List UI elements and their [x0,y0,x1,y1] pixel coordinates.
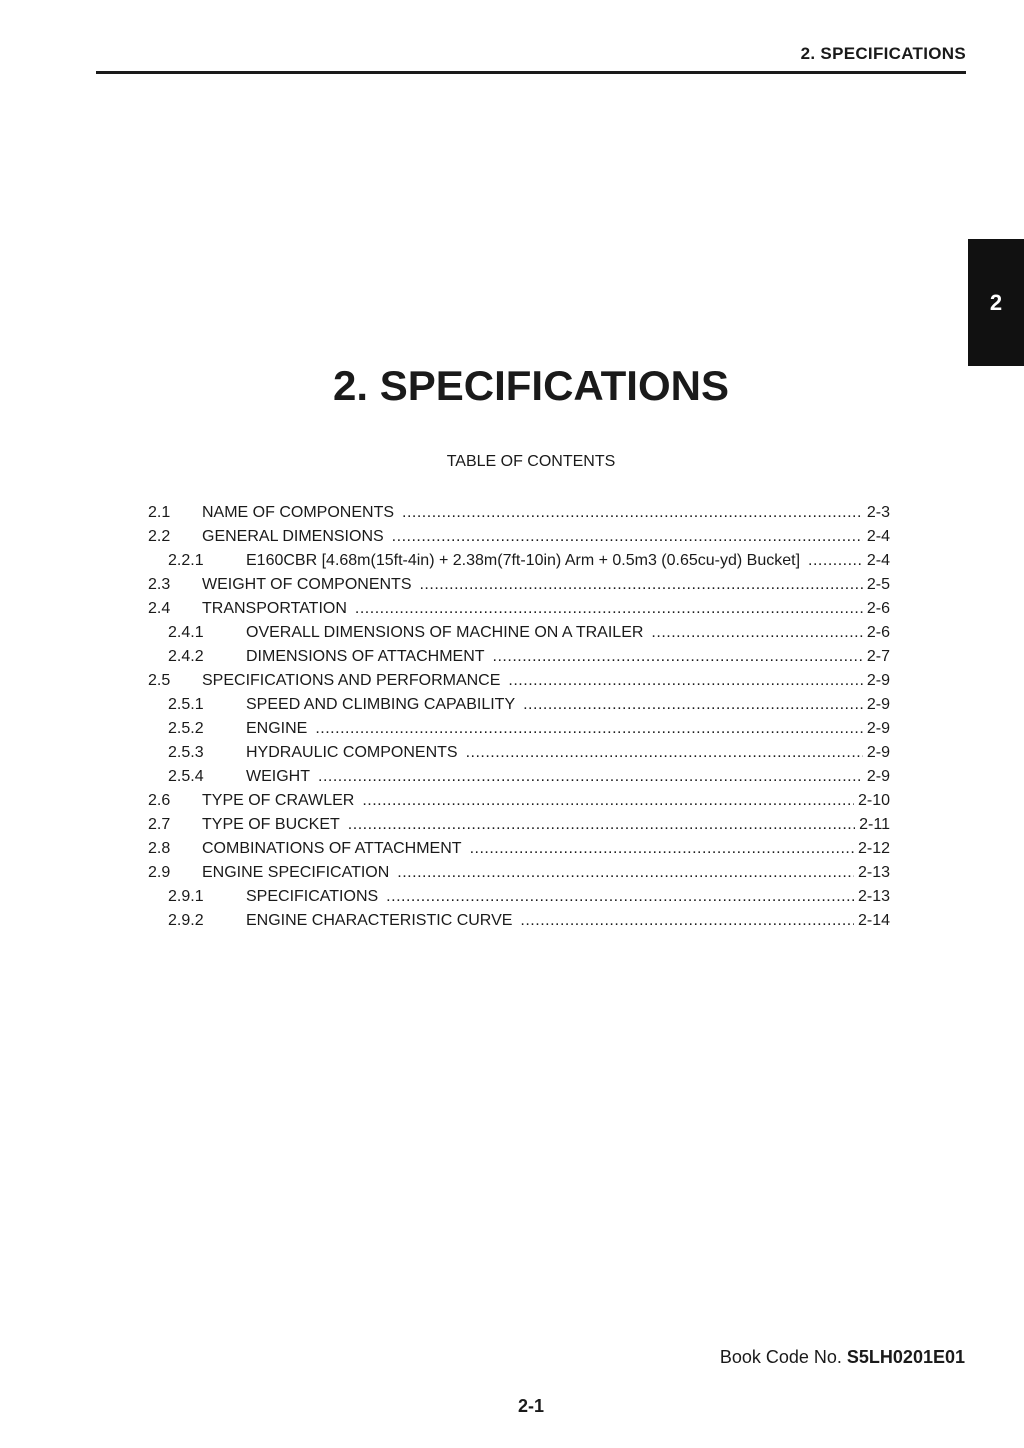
toc-entry-page: 2-14 [857,912,890,929]
toc-entry-title: SPEED AND CLIMBING CAPABILITY [246,696,516,713]
toc-entry[interactable] [148,648,890,672]
toc-entry-number: 2.4.2 [168,648,204,665]
table-of-contents [148,504,890,936]
toc-entry-title: SPECIFICATIONS [246,888,379,905]
toc-entry[interactable] [148,600,890,624]
toc-entry-number: 2.2 [148,528,171,545]
toc-entry-page: 2-13 [857,888,890,905]
toc-entry-title: TYPE OF BUCKET [202,816,340,833]
toc-entry[interactable] [148,840,890,864]
toc-entry-page: 2-10 [857,792,890,809]
toc-dot-leader [402,504,863,522]
toc-entry-title: NAME OF COMPONENTS [202,504,395,521]
toc-entry-title: E160CBR [4.68m(15ft-4in) + 2.38m(7ft-10in) Arm + 0.5m3 (0.65cu-yd) Bucket] [246,552,801,569]
chapter-title: 2. SPECIFICATIONS [333,362,729,409]
toc-entry-number: 2.6 [148,792,171,809]
toc-dot-leader [362,792,854,810]
toc-entry-title: DIMENSIONS OF ATTACHMENT [246,648,485,665]
toc-dot-leader [651,624,862,642]
toc-entry-number: 2.4.1 [168,624,204,641]
toc-entry-page: 2-11 [859,816,890,833]
toc-entry-number: 2.9.2 [168,912,204,929]
toc-dot-leader [523,696,863,714]
toc-dot-leader [508,672,862,690]
toc-entry-page: 2-12 [857,840,890,857]
toc-entry-number: 2.9.1 [168,888,204,905]
toc-entry[interactable] [148,888,890,912]
toc-entry[interactable] [148,576,890,600]
toc-dot-leader [315,720,863,738]
toc-entry[interactable] [148,768,890,792]
toc-entry-page: 2-6 [866,624,890,641]
toc-entry-title: COMBINATIONS OF ATTACHMENT [202,840,462,857]
toc-entry-page: 2-6 [866,600,890,617]
toc-entry[interactable] [148,744,890,768]
toc-entry-title: WEIGHT [246,768,310,785]
toc-heading: TABLE OF CONTENTS [446,453,616,470]
toc-dot-leader [397,864,854,882]
toc-entry-page: 2-7 [866,648,890,665]
toc-entry[interactable] [148,672,890,696]
toc-entry[interactable] [148,720,890,744]
toc-dot-leader [466,744,863,762]
toc-dot-leader [355,600,863,618]
toc-dot-leader [808,552,863,570]
toc-entry-number: 2.2.1 [168,552,204,569]
toc-entry[interactable] [148,528,890,552]
toc-dot-leader [318,768,863,786]
toc-entry-number: 2.5.3 [168,744,204,761]
toc-entry-number: 2.7 [148,816,171,833]
toc-dot-leader [419,576,862,594]
toc-entry-page: 2-4 [866,552,890,569]
toc-entry-number: 2.3 [148,576,171,593]
toc-entry-title: WEIGHT OF COMPONENTS [202,576,412,593]
toc-entry-number: 2.5.4 [168,768,204,785]
toc-dot-leader [348,816,855,834]
toc-entry[interactable] [148,504,890,528]
header-rule [96,71,966,74]
toc-entry-title: TYPE OF CRAWLER [202,792,355,809]
toc-entry-number: 2.4 [148,600,171,617]
toc-dot-leader [520,912,854,930]
toc-entry[interactable] [148,912,890,936]
toc-entry-page: 2-9 [866,720,890,737]
toc-entry-title: HYDRAULIC COMPONENTS [246,744,458,761]
toc-dot-leader [386,888,854,906]
page-number: 2-1 [517,1396,544,1416]
toc-dot-leader [493,648,863,666]
toc-entry-page: 2-9 [866,672,890,689]
toc-entry-number: 2.1 [148,504,171,521]
toc-entry-title: GENERAL DIMENSIONS [202,528,384,545]
toc-entry-page: 2-13 [857,864,890,881]
toc-dot-leader [470,840,854,858]
toc-entry-number: 2.5.2 [168,720,204,737]
toc-entry-title: ENGINE CHARACTERISTIC CURVE [246,912,513,929]
toc-entry-title: OVERALL DIMENSIONS OF MACHINE ON A TRAILER [246,624,644,641]
toc-entry[interactable] [148,624,890,648]
toc-entry-number: 2.5 [148,672,171,689]
toc-entry-number: 2.5.1 [168,696,204,713]
running-header: 2. SPECIFICATIONS [800,44,966,63]
toc-entry[interactable] [148,816,890,840]
toc-entry-title: ENGINE [246,720,308,737]
chapter-tab [968,239,1024,366]
toc-entry-page: 2-9 [866,696,890,713]
toc-entry[interactable] [148,552,890,576]
toc-entry-title: ENGINE SPECIFICATION [202,864,390,881]
toc-entry-page: 2-9 [866,768,890,785]
toc-entry-number: 2.8 [148,840,171,857]
chapter-tab-label: 2 [989,289,1003,315]
toc-entry-number: 2.9 [148,864,171,881]
toc-entry[interactable] [148,864,890,888]
toc-entry-title: TRANSPORTATION [202,600,347,617]
toc-entry-page: 2-9 [866,744,890,761]
toc-entry[interactable] [148,792,890,816]
toc-entry-page: 2-3 [866,504,890,521]
toc-entry[interactable] [148,696,890,720]
toc-dot-leader [392,528,863,546]
toc-entry-title: SPECIFICATIONS AND PERFORMANCE [202,672,501,689]
toc-entry-page: 2-5 [866,576,890,593]
book-code-label: Book Code No. [719,1347,842,1367]
toc-entry-page: 2-4 [866,528,890,545]
book-code [600,1347,965,1368]
book-code-value: S5LH0201E01 [846,1347,965,1367]
